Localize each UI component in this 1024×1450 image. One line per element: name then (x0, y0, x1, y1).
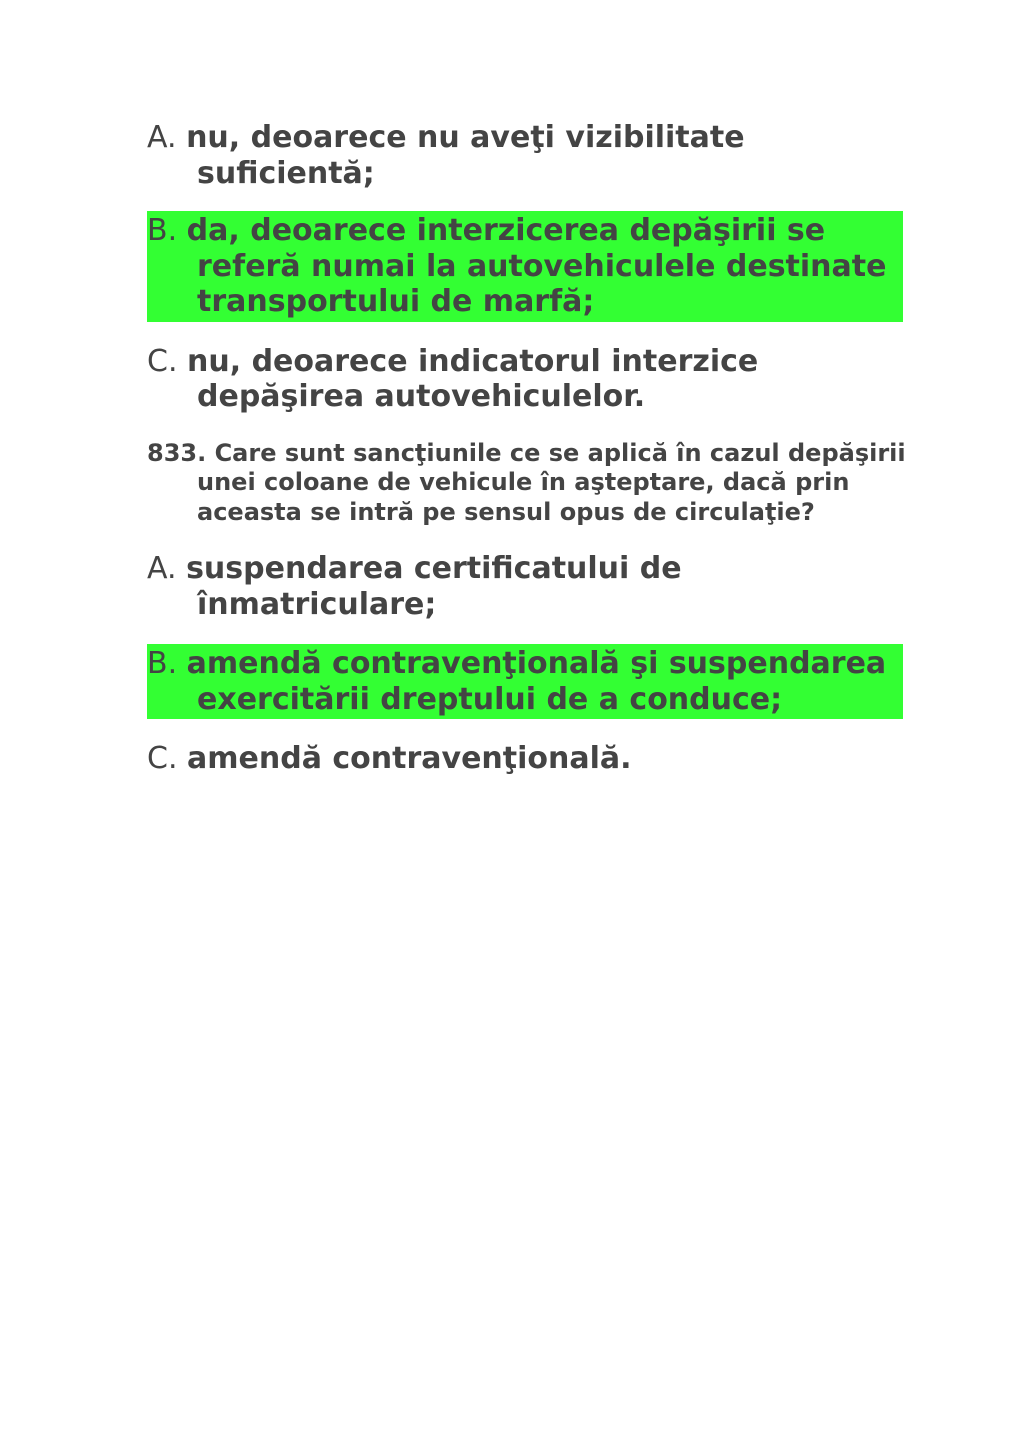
answer-letter: A. (147, 120, 177, 155)
answer-text: da, deoarece interzicerea depăşirii se referă numai la autovehiculele destinate transportului de marfă; (186, 213, 887, 319)
answer-text: amendă contravenţională. (187, 741, 632, 776)
answer-letter: B. (147, 646, 178, 681)
answer-letter: B. (147, 213, 178, 248)
q833-answer-c (147, 741, 907, 777)
answer-letter: C. (147, 741, 178, 776)
q832-answer-c (147, 344, 907, 415)
answer-text: amendă contravenţională şi suspendarea exercitării dreptului de a conduce; (186, 646, 887, 717)
answer-text: nu, deoarece nu aveţi vizibilitate suficientă; (186, 120, 745, 191)
answer-text: suspendarea certificatului de înmatriculare; (186, 551, 682, 622)
question-833: 833. Care sunt sancţiunile ce se aplică în cazul depăşirii unei coloane de vehicule în aşteptare, dacă prin aceasta se intră pe sensul opus de circulaţie? (147, 438, 906, 526)
answer-letter: C. (147, 343, 178, 379)
answer-letter: A. (147, 551, 177, 586)
q833-answer-a (147, 551, 907, 622)
answer-text: nu, deoarece indicatorul interzice depăşirea autovehiculelor. (187, 343, 759, 414)
q832-answer-a (147, 120, 907, 191)
document-page (147, 120, 907, 797)
q832-answer-b-correct (147, 211, 903, 322)
q833-answer-b-correct (147, 644, 903, 719)
